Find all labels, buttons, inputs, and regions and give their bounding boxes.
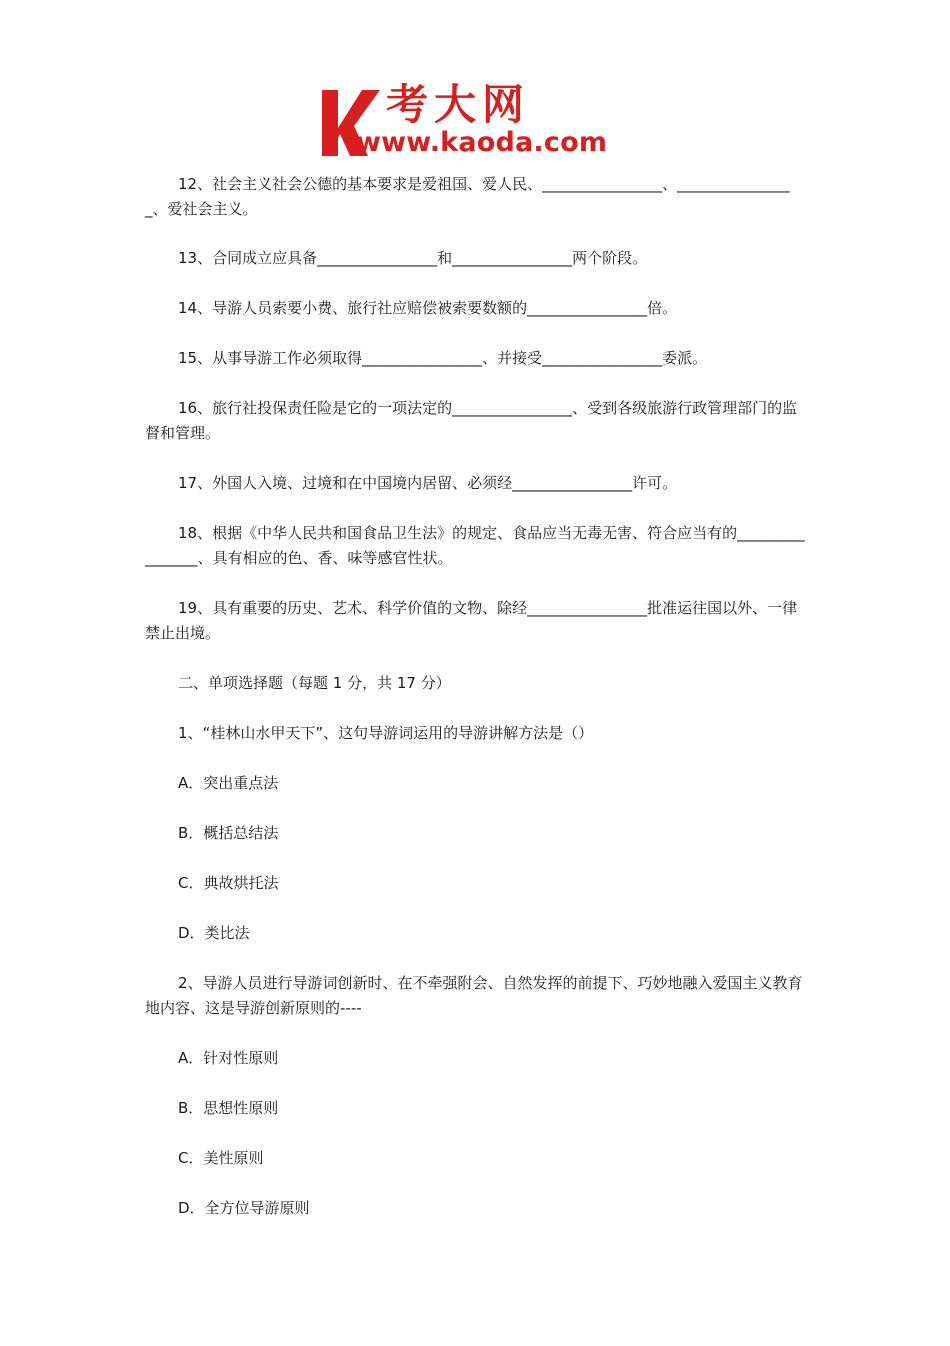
mc-2-option-c: C．美性原则 <box>178 1149 264 1167</box>
logo-brand-text: 考大网 <box>386 80 531 129</box>
mc-question-1: 1、“桂林山水甲天下”、这句导游词运用的导游讲解方法是（） <box>178 724 594 742</box>
mc-1-option-c: C．典故烘托法 <box>178 874 279 892</box>
logo-url-text: www.kaoda.com <box>356 127 608 158</box>
question-15: 15、从事导游工作必须取得________________、并接受________________委派。 <box>178 349 708 367</box>
question-18: 18、根据《中华人民共和国食品卫生法》的规定、食品应当无毒无害、符合应当有的________________、具有相应的色、香、味等感官性状。 <box>145 524 805 567</box>
kaoda-logo <box>318 80 640 158</box>
question-12: 12、社会主义社会公德的基本要求是爱祖国、爱人民、________________、________________、爱社会主义。 <box>145 175 790 218</box>
mc-2-option-a: A．针对性原则 <box>178 1049 279 1067</box>
mc-1-option-d: D．类比法 <box>178 924 250 942</box>
question-14: 14、导游人员索要小费、旅行社应赔偿被索要数额的________________倍。 <box>178 299 678 317</box>
mc-2-option-b: B．思想性原则 <box>178 1099 279 1117</box>
question-19: 19、具有重要的历史、艺术、科学价值的文物、除经________________批准运往国以外、一律禁止出境。 <box>145 599 798 642</box>
question-17: 17、外国人入境、过境和在中国境内居留、必须经________________许可。 <box>178 474 678 492</box>
mc-2-option-d: D．全方位导游原则 <box>178 1199 310 1217</box>
section-heading-single-choice: 二、单项选择题（每题 1 分，共 17 分） <box>178 674 451 692</box>
question-13: 13、合同成立应具备________________和________________两个阶段。 <box>178 249 648 267</box>
mc-1-option-a: A．突出重点法 <box>178 774 279 792</box>
mc-question-2: 2、导游人员进行导游词创新时、在不牵强附会、自然发挥的前提下、巧妙地融入爱国主义教育地内容、这是导游创新原则的---- <box>145 974 803 1017</box>
question-16: 16、旅行社投保责任险是它的一项法定的________________、受到各级旅游行政管理部门的监督和管理。 <box>145 399 798 442</box>
mc-1-option-b: B．概括总结法 <box>178 824 279 842</box>
